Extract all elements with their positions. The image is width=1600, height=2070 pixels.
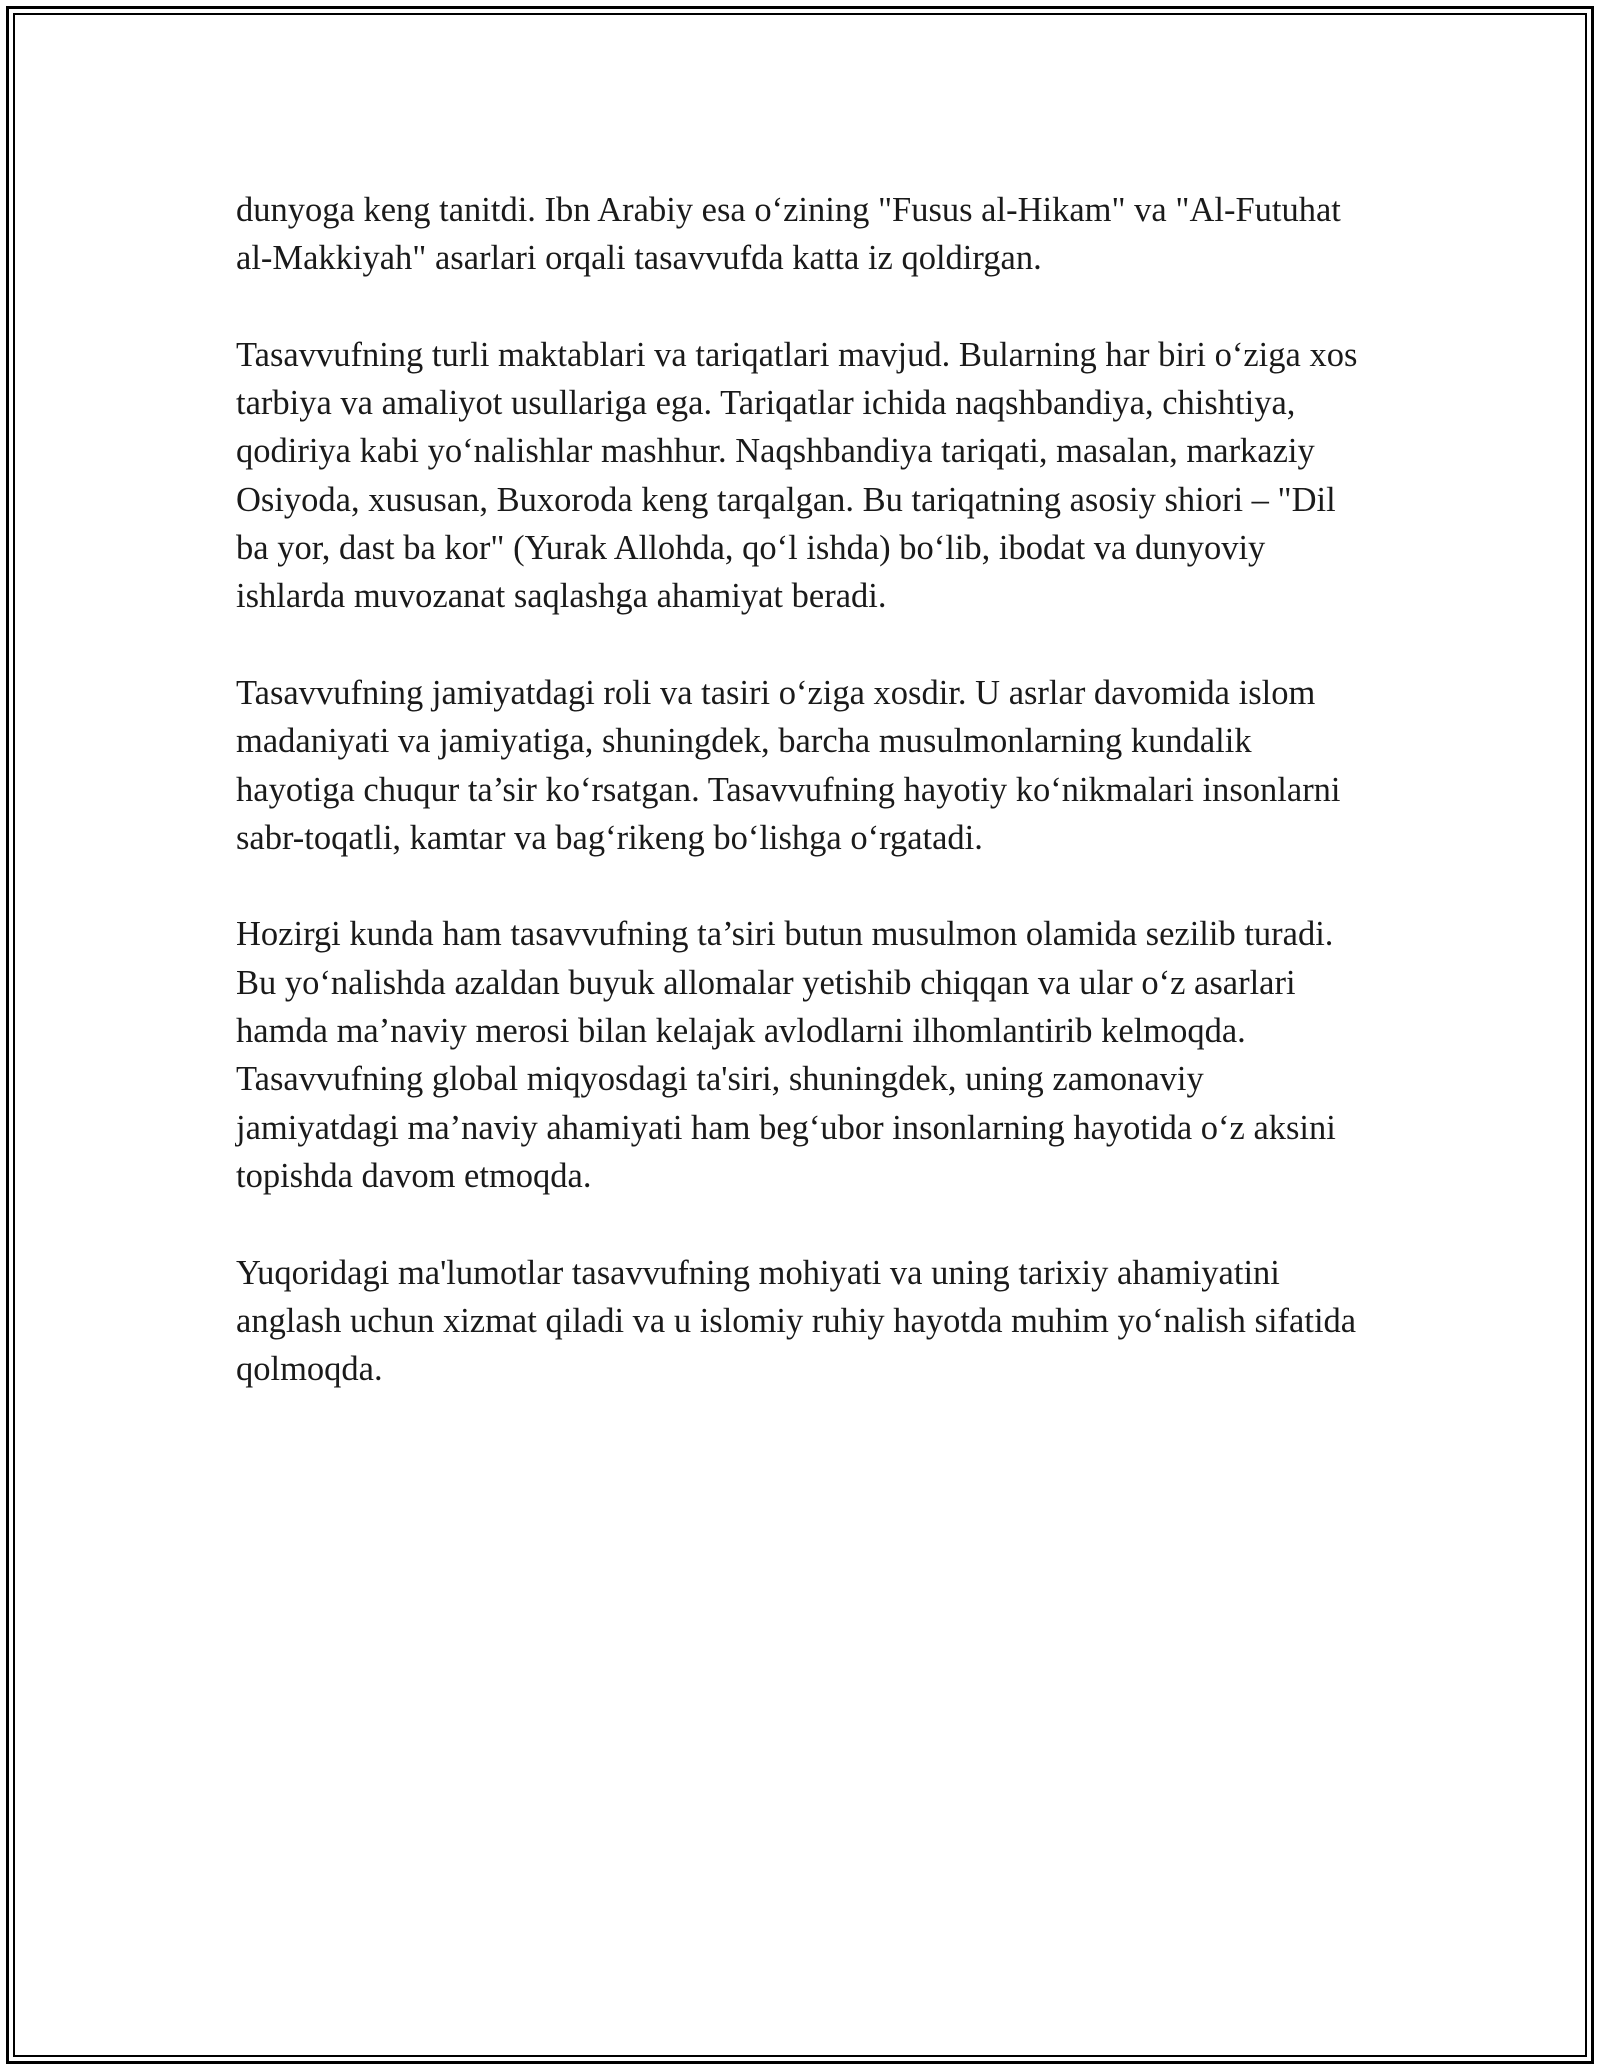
document-body [236, 186, 1366, 1393]
paragraph-continuation: dunyoga keng tanitdi. Ibn Arabiy esa o‘zining "Fusus al-Hikam" va "Al-Futuhat al-Makkiyah" asarlari orqali tasavvufda katta iz qoldirgan. [236, 191, 1341, 278]
paragraph-jamiyatdagi-roli: Tasavvufning jamiyatdagi roli va tasiri o‘ziga xosdir. U asrlar davomida islom madaniyati va jamiyatiga, shuningdek, barcha musulmonlarning kundalik hayotiga chuqur ta’sir ko‘rsatgan. Tasavvufning hayotiy ko‘nikmalari insonlarni sabr-toqatli, kamtar va bag‘rikeng bo‘lishga o‘rgatadi. [236, 673, 1341, 857]
paragraph-tariqatlar: Tasavvufning turli maktablari va tariqatlari mavjud. Bularning har biri o‘ziga xos tarbiya va amaliyot usullariga ega. Tariqatlar ichida naqshbandiya, chishtiya, qodiriya kabi yo‘nalishlar mashhur. Naqshbandiya tariqati, masalan, markaziy Osiyoda, xususan, Buxoroda keng tarqalgan. Bu tariqatning asosiy shiori – "Dil ba yor, dast ba kor" (Yurak Allohda, qo‘l ishda) bo‘lib, ibodat va dunyoviy ishlarda muvozanat saqlashga ahamiyat beradi. [236, 335, 1358, 616]
paragraph-conclusion: Yuqoridagi ma'lumotlar tasavvufning mohiyati va uning tarixiy ahamiyatini anglash uchun xizmat qiladi va u islomiy ruhiy hayotda muhim yo‘nalish sifatida qolmoqda. [236, 1253, 1357, 1389]
paragraph-hozirgi-kunda: Hozirgi kunda ham tasavvufning ta’siri butun musulmon olamida sezilib turadi. Bu yo‘nalishda azaldan buyuk allomalar yetishib chiqqan va ular o‘z asarlari hamda ma’naviy merosi bilan kelajak avlodlarni ilhomlantirib kelmoqda. Tasavvufning global miqyosdagi ta'siri, shuningdek, uning zamonaviy jamiyatdagi ma’naviy ahamiyati ham beg‘ubor insonlarning hayotida o‘z aksini topishda davom etmoqda. [236, 915, 1336, 1195]
